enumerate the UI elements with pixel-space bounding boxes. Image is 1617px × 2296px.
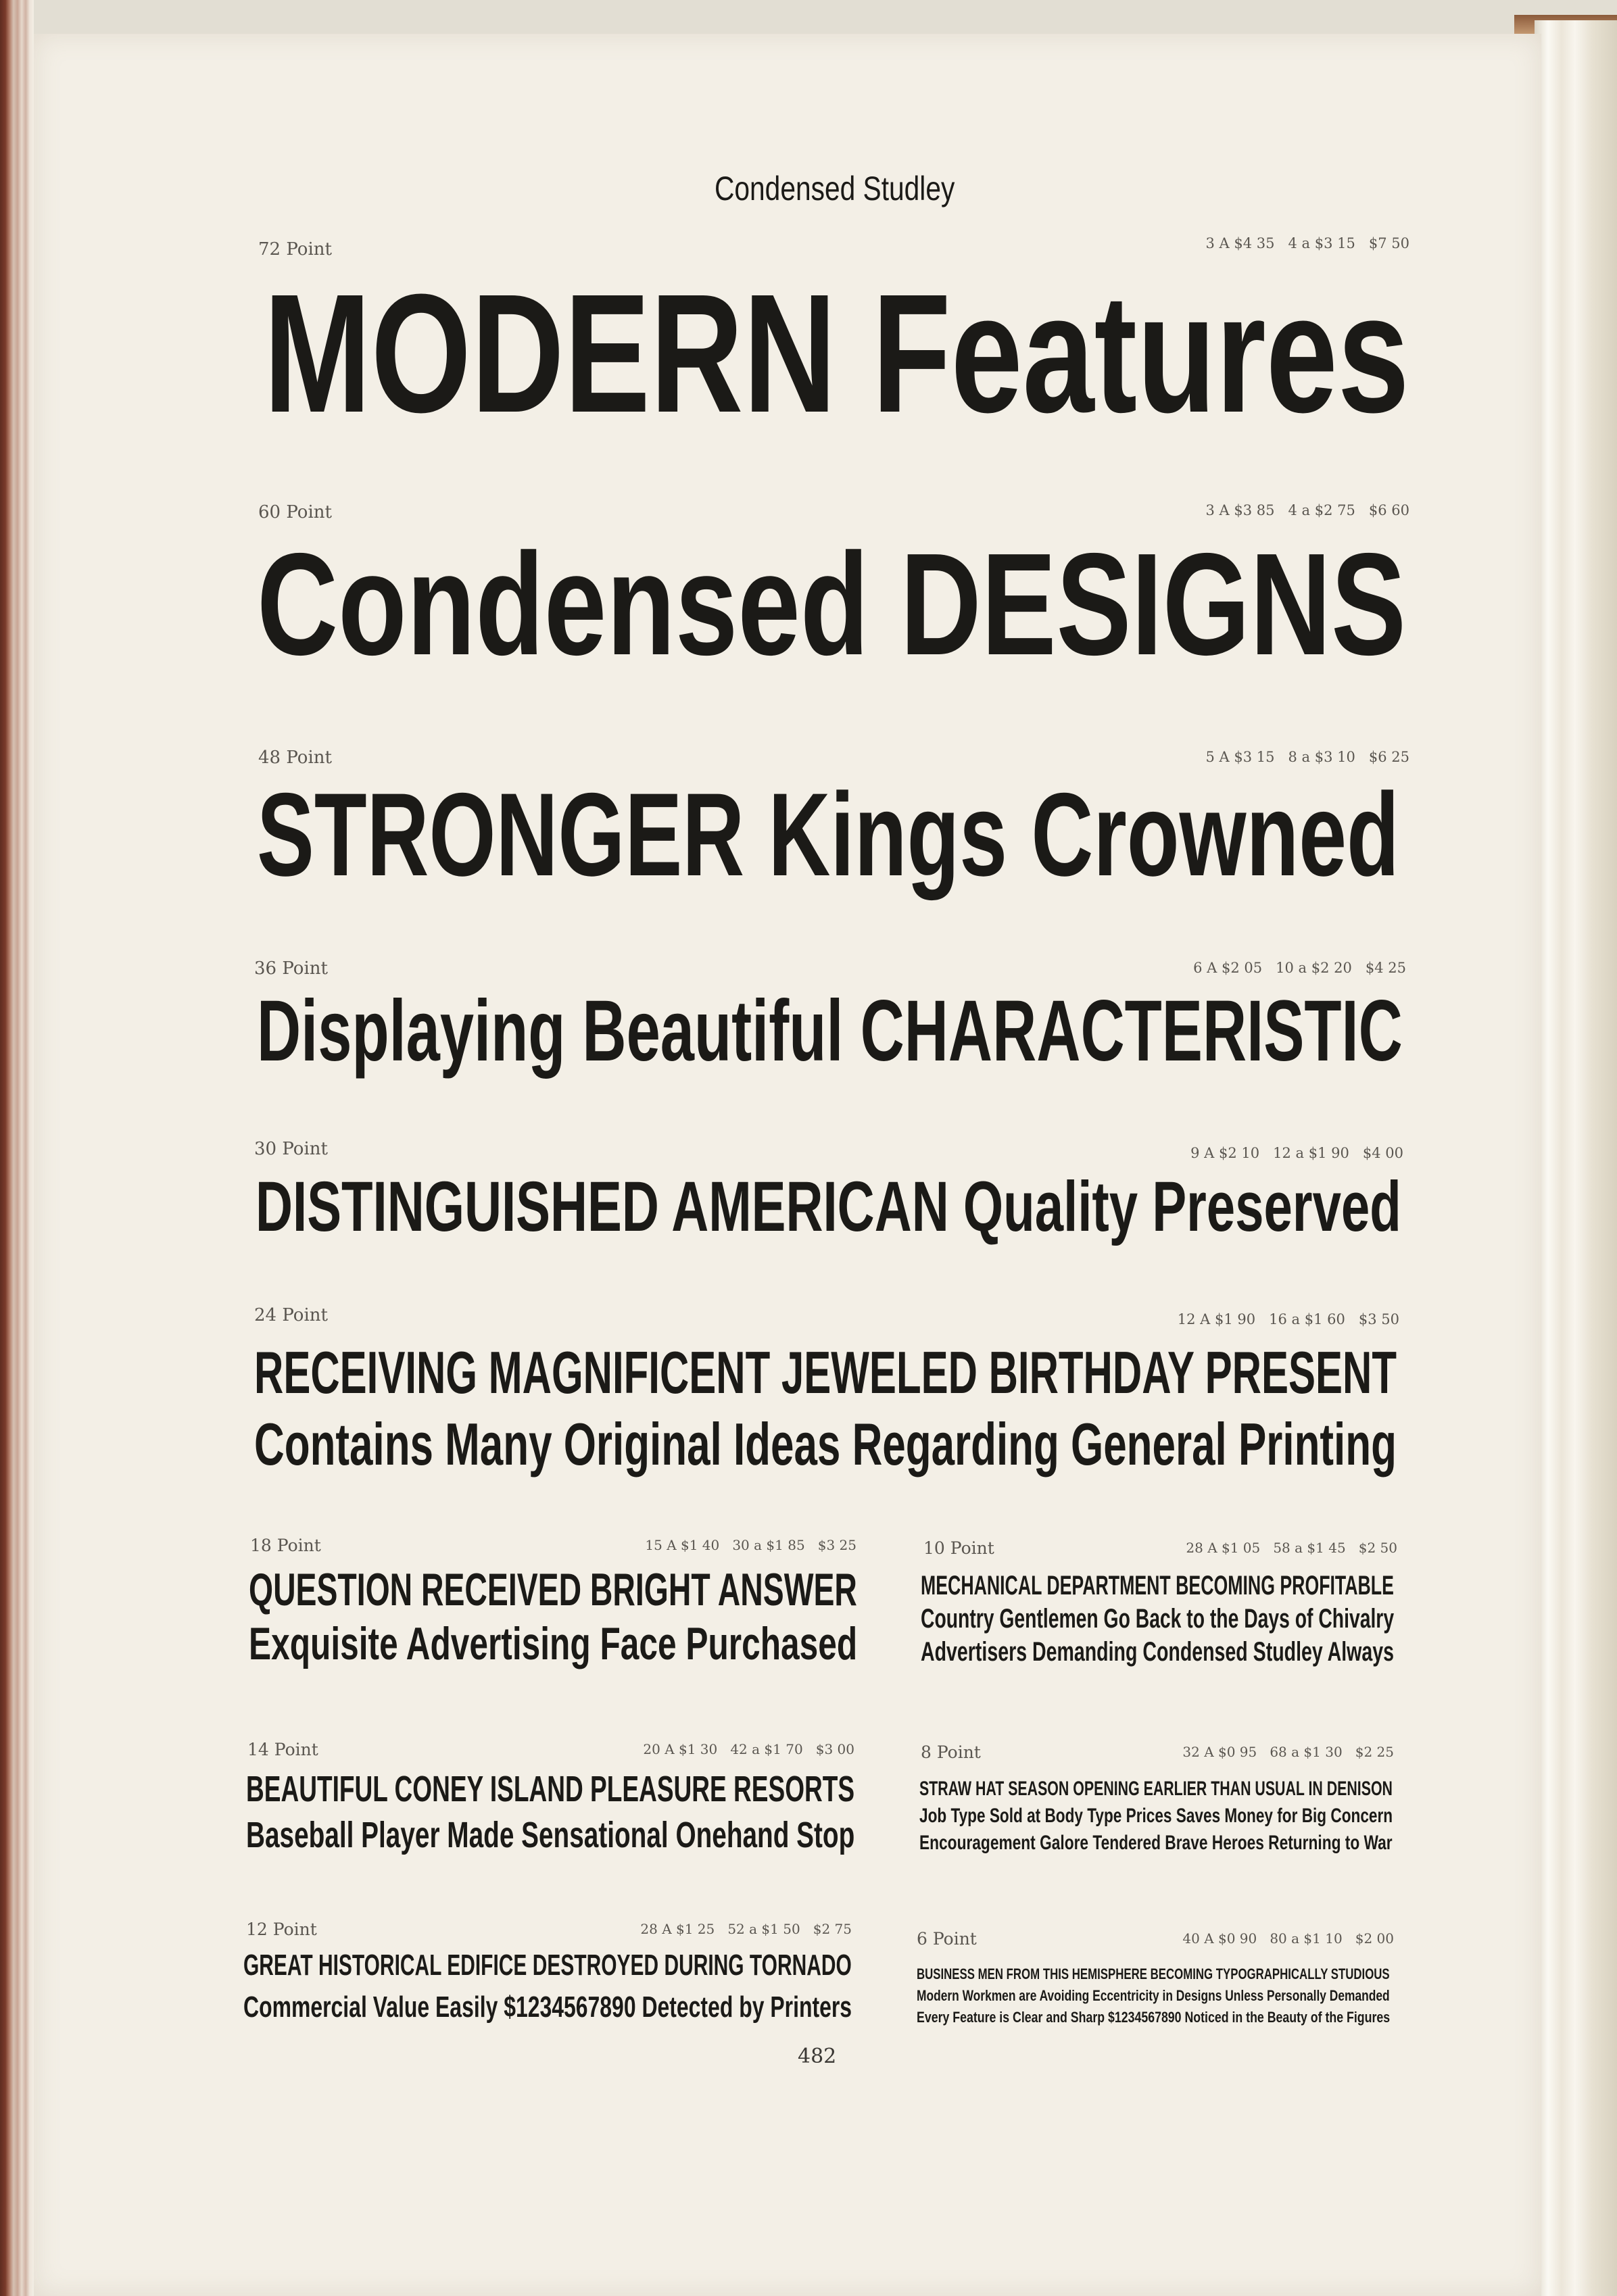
specimen-line: Every Feature is Clear and Sharp $1234567890 Noticed in the Beauty of the Figures: [917, 2009, 1391, 2026]
specimen-size-label: 8 Point: [921, 1742, 981, 1762]
specimen-price: 15 A $1 40 30 a $1 85 $3 25: [645, 1537, 856, 1553]
specimen-line: Job Type Sold at Body Type Prices Saves Money for Big Concern: [919, 1805, 1393, 1827]
book-binding-edge: [0, 0, 34, 2296]
specimen-price: 40 A $0 90 80 a $1 10 $2 00: [1182, 1930, 1394, 1947]
specimen-line: MODERN Features: [264, 259, 1409, 447]
specimen-line: Displaying Beautiful CHARACTERISTIC: [257, 983, 1403, 1079]
specimen-price: 12 A $1 90 16 a $1 60 $3 50: [1177, 1311, 1399, 1327]
specimen-size-label: 30 Point: [254, 1139, 328, 1159]
specimen-size-label: 18 Point: [250, 1536, 321, 1555]
specimen-size-label: 60 Point: [258, 502, 332, 522]
specimen-size-label: 6 Point: [917, 1929, 977, 1949]
specimen-price: 20 A $1 30 42 a $1 70 $3 00: [643, 1741, 854, 1757]
specimen-price: 3 A $3 85 4 a $2 75 $6 60: [1205, 502, 1409, 518]
specimen-line: Baseball Player Made Sensational Onehand Stop: [246, 1815, 855, 1855]
specimen-size-label: 72 Point: [258, 239, 332, 260]
specimen-price: 6 A $2 05 10 a $2 20 $4 25: [1193, 960, 1406, 976]
specimen-line: STRAW HAT SEASON OPENING EARLIER THAN USUAL IN DENISON: [919, 1778, 1393, 1800]
specimen-size-label: 36 Point: [254, 958, 328, 979]
specimen-line: Encouragement Galore Tendered Brave Heroes Returning to War: [919, 1832, 1393, 1854]
specimen-line: STRONGER Kings Crowned: [257, 769, 1399, 901]
specimen-line: Exquisite Advertising Face Purchased: [249, 1618, 858, 1669]
specimen-line: RECEIVING MAGNIFICENT JEWELED BIRTHDAY PRESENT: [254, 1339, 1397, 1406]
specimen-price: 3 A $4 35 4 a $3 15 $7 50: [1205, 235, 1409, 251]
specimen-line: Condensed DESIGNS: [257, 522, 1407, 685]
specimen-size-label: 48 Point: [258, 748, 332, 768]
specimen-price: 9 A $2 10 12 a $1 90 $4 00: [1190, 1145, 1403, 1161]
specimen-line: Contains Many Original Ideas Regarding General Printing: [254, 1411, 1397, 1477]
specimen-size-label: 24 Point: [254, 1305, 328, 1325]
specimen-price: 28 A $1 05 58 a $1 45 $2 50: [1186, 1540, 1397, 1556]
specimen-line: Commercial Value Easily $1234567890 Detected by Printers: [243, 1990, 852, 2024]
specimen-size-label: 12 Point: [246, 1920, 317, 1939]
specimen-size-label: 10 Point: [923, 1538, 994, 1558]
specimen-line: DISTINGUISHED AMERICAN Quality Preserved: [256, 1167, 1401, 1246]
specimen-price: 5 A $3 15 8 a $3 10 $6 25: [1205, 749, 1409, 765]
specimen-line: MECHANICAL DEPARTMENT BECOMING PROFITABLE: [921, 1571, 1394, 1601]
specimen-price: 28 A $1 25 52 a $1 50 $2 75: [640, 1921, 852, 1937]
page-title: Condensed Studley: [715, 170, 955, 207]
specimen-line: GREAT HISTORICAL EDIFICE DESTROYED DURING TORNADO: [243, 1949, 852, 1982]
specimen-line: BUSINESS MEN FROM THIS HEMISPHERE BECOMING TYPOGRAPHICALLY STUDIOUS: [917, 1965, 1390, 1982]
specimen-line: Country Gentlemen Go Back to the Days of Chivalry: [921, 1604, 1395, 1634]
specimen-size-label: 14 Point: [247, 1740, 318, 1759]
specimen-price: 32 A $0 95 68 a $1 30 $2 25: [1182, 1744, 1394, 1760]
next-page-edge: [1535, 20, 1617, 2296]
specimen-line: BEAUTIFUL CONEY ISLAND PLEASURE RESORTS: [246, 1769, 855, 1809]
specimen-line: QUESTION RECEIVED BRIGHT ANSWER: [249, 1564, 857, 1615]
specimen-line: Modern Workmen are Avoiding Eccentricity in Designs Unless Personally Demanded: [917, 1987, 1390, 2004]
page-number: 482: [798, 2045, 837, 2068]
specimen-line: Advertisers Demanding Condensed Studley Always: [921, 1637, 1394, 1667]
